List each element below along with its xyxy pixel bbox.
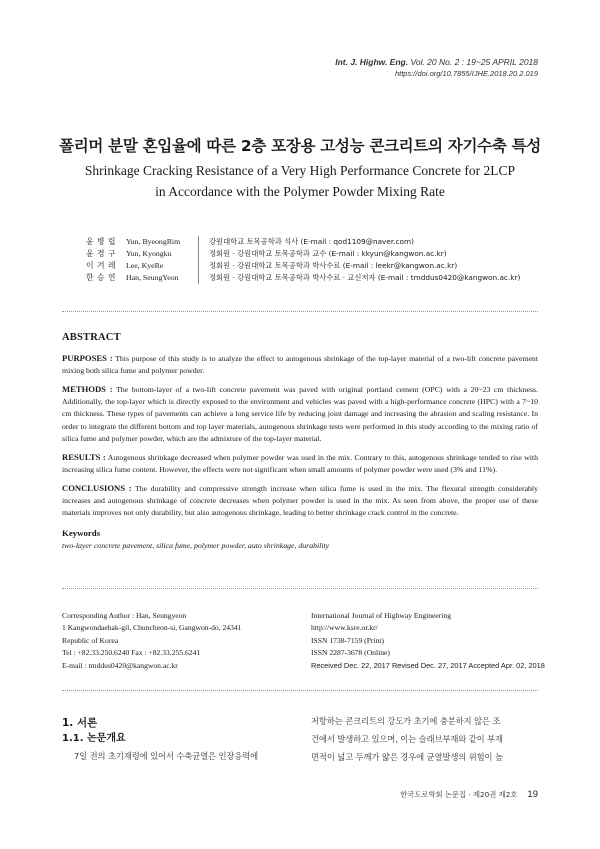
author-name-korean: 이 겨 레 <box>86 261 117 270</box>
english-title-line2: in Accordance with the Polymer Powder Mixing Rate <box>155 184 445 199</box>
author-row <box>86 260 520 272</box>
accepted-label: Accepted <box>468 660 500 670</box>
author-name-korean: 윤 병 립 <box>86 237 117 246</box>
author-affiliation: 정회원 · 강원대학교 토목공학과 교수 (E-mail : kkyun@kangwon.ac.kr) <box>209 249 447 258</box>
english-title <box>60 160 540 202</box>
author-name-korean: 한 승 연 <box>86 273 117 282</box>
author-affiliation: 정회원 · 강원대학교 토목공학과 박사수료 · 교신저자 (E-mail : tmddus0420@kangwon.ac.kr) <box>209 273 521 282</box>
journal-header <box>335 56 538 80</box>
abstract-heading: ABSTRACT <box>62 332 121 343</box>
address-line: 1 Kangwondaehak-gil, Chuncheon-si, Gangwon-do, 24341 <box>62 623 242 633</box>
page-number: 19 <box>527 789 538 800</box>
purposes-label: PURPOSES : <box>62 353 113 364</box>
methods-text: The bottom-layer of a two-lift concrete pavement was paved with original portland cement (OPC) with a 20~23 cm thickness. Additionally, the top-layer which is directly exposed to the environment and vehicles was paved with a high-performance concrete (HPC) with a 7~10 cm thickness. These types of pavements can achieve a long service life by reducing joint damage and increasing the abrasion and scaling resistance. In order to integrate the different bottom and top layer materials, autogenous shrinkage tests were performed in this study according to the mixing ratio of silica fume and polymer powder, which are the admixture of the top-layer material. <box>62 385 538 443</box>
body-line: 면적이 넓고 두께가 얇은 경우에 균열발생의 위험이 높 <box>311 752 503 762</box>
subsection-heading: 1.1. 논문개요 <box>62 733 126 744</box>
korean-title: 폴리머 분말 혼입율에 따른 2층 포장용 고성능 콘크리트의 자기수축 특성 <box>59 137 541 155</box>
received-date: Dec. 22, 2017 <box>343 660 390 670</box>
phone-fax-line: Tel : +82.33.250.6240 Fax : +82.33.255.6241 <box>62 648 201 658</box>
body-text-right <box>311 712 538 766</box>
abstract-purposes <box>62 352 538 377</box>
body-line: 저항하는 콘크리트의 강도가 초기에 충분하지 않은 조 <box>311 716 501 726</box>
methods-label: METHODS : <box>62 384 113 395</box>
issn-online: ISSN 2287-3678 (Online) <box>311 648 390 658</box>
author-row <box>86 248 520 260</box>
body-line: 건에서 발생하고 있으며, 이는 슬래브부재와 같이 부재 <box>311 734 503 744</box>
divider <box>62 690 538 691</box>
keywords-heading: Keywords <box>62 528 101 539</box>
author-name-english: Lee, KyeRe <box>122 260 199 272</box>
author-name-english: Han, SeungYeon <box>122 272 199 284</box>
journal-info <box>311 610 545 672</box>
author-row <box>86 272 520 284</box>
conclusions-text: The durability and compressive strength increase when silica fume is used in the mix. The flexural strength considerably increases and autogenous shrinkage of concrete decreases when polymer powder is used in the mix. As seen from above, the proper use of these materials improves not only durability, but also autogenous shrinkage, leading to better shrinkage crack control in the concrete. <box>62 483 538 518</box>
author-affiliation: 정회원 · 강원대학교 토목공학과 박사수료 (E-mail : leekr@kangwon.ac.kr) <box>209 261 458 270</box>
author-list <box>86 236 520 284</box>
received-label: Received <box>311 660 342 670</box>
purposes-text: This purpose of this study is to analyze the effect to autogenous shrinkage of the top-layer material of a two-lift concrete pavement mixing both silica fume and polymer powder. <box>62 354 538 376</box>
correspondence-info <box>62 610 241 672</box>
english-title-line1: Shrinkage Cracking Resistance of a Very High Performance Concrete for 2LCP <box>84 163 516 178</box>
divider <box>62 311 538 312</box>
author-name-english: Yun, Kyongku <box>122 248 199 260</box>
abstract-methods <box>62 383 538 444</box>
revised-date: Dec. 27, 2017 <box>420 660 467 670</box>
divider <box>62 588 538 589</box>
author-name-korean: 윤 경 구 <box>86 249 117 258</box>
accepted-date: Apr. 02, 2018 <box>500 660 545 670</box>
journal-volume-info: Vol. 20 No. 2 : 19~25 APRIL 2018 <box>410 57 538 67</box>
abstract-conclusions <box>62 482 538 519</box>
body-text-left: 7일 전의 초기재령에 있어서 수축균열은 인장응력에 <box>74 751 259 761</box>
author-affiliation: 강원대학교 토목공학과 석사 (E-mail : qod1109@naver.com) <box>209 237 414 246</box>
country-line: Republic of Korea <box>62 635 119 645</box>
results-label: RESULTS : <box>62 451 106 462</box>
doi-link[interactable]: https://doi.org/10.7855/IJHE.2018.20.2.019 <box>394 69 538 78</box>
issn-print: ISSN 1738-7159 (Print) <box>311 635 384 645</box>
corresponding-author: Corresponding Author : Han, Seungyeon <box>62 611 187 620</box>
email-line[interactable]: E-mail : tmddus0420@kangwon.ac.kr <box>62 660 178 670</box>
section-heading: 1. 서론 <box>62 717 98 729</box>
conclusions-label: CONCLUSIONS : <box>62 482 132 493</box>
section-headings <box>62 715 126 747</box>
abstract-section <box>62 332 538 552</box>
keywords-text: two-layer concrete pavement, silica fume, polymer powder, auto shrinkage, durability <box>62 541 330 551</box>
author-name-english: Yun, ByeongRim <box>122 236 199 248</box>
journal-name: Int. J. Highw. Eng. <box>335 57 409 67</box>
revised-label: Revised <box>391 660 419 670</box>
journal-website[interactable]: http://www.ksre.or.kr/ <box>311 623 378 633</box>
results-text: Autogenous shrinkage decreased when polymer powder was used in the mix. Contrary to this, autogenous shrinkage tended to rise with increasing silica fume content. However, the effects were not significant when small amounts of polymer powder were used (3% and 11%). <box>62 452 538 474</box>
journal-full-name: International Journal of Highway Engineering <box>311 611 452 620</box>
abstract-results <box>62 451 538 476</box>
dates-line <box>311 660 545 672</box>
footer-journal-issue: 한국도로학회 논문집 · 제20권 제2호 <box>400 789 518 799</box>
page-footer <box>400 789 538 800</box>
author-row <box>86 236 520 248</box>
